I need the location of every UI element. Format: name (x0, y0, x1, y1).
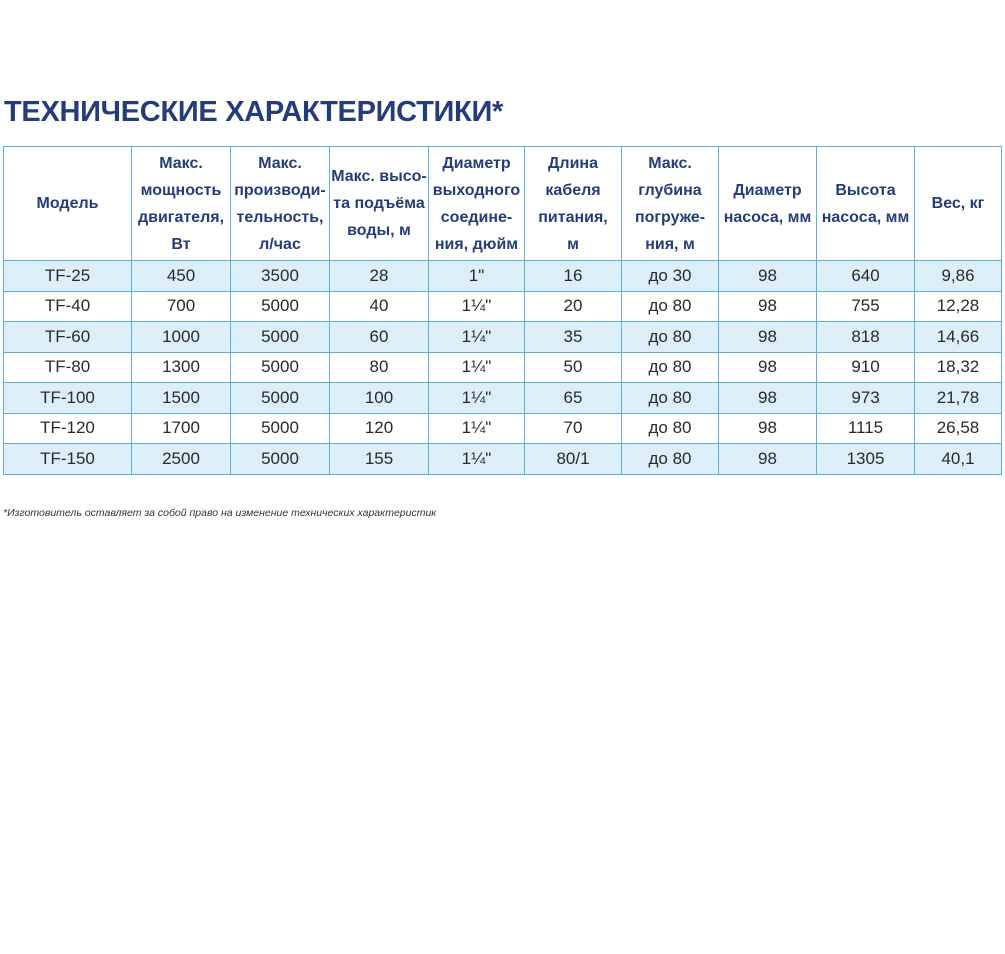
table-cell: 1500 (132, 383, 231, 414)
table-cell: 1¼" (429, 383, 525, 414)
table-cell: 155 (330, 444, 429, 475)
table-cell: 1700 (132, 413, 231, 444)
table-cell: 3500 (231, 261, 330, 292)
table-cell: 98 (719, 352, 817, 383)
table-cell: до 30 (622, 261, 719, 292)
table-cell: 1115 (817, 413, 915, 444)
table-cell: 1¼" (429, 322, 525, 353)
table-cell: до 80 (622, 413, 719, 444)
table-cell: 65 (525, 383, 622, 414)
specifications-table (3, 146, 1002, 475)
column-header-pump-diameter: Диаметр насоса, мм (719, 147, 817, 261)
table-cell: 98 (719, 444, 817, 475)
table-cell: до 80 (622, 444, 719, 475)
table-cell: 5000 (231, 444, 330, 475)
footnote: *Изготовитель оставляет за собой право на изменение технических характеристик (3, 507, 437, 519)
table-cell: 818 (817, 322, 915, 353)
table-cell: 12,28 (915, 291, 1002, 322)
table-cell: TF-40 (4, 291, 132, 322)
table-cell: 50 (525, 352, 622, 383)
table-cell: TF-150 (4, 444, 132, 475)
table-cell: TF-120 (4, 413, 132, 444)
table-cell: 1¼" (429, 291, 525, 322)
table-cell: 1305 (817, 444, 915, 475)
table-cell: 5000 (231, 352, 330, 383)
table-cell: TF-100 (4, 383, 132, 414)
table-cell: 700 (132, 291, 231, 322)
table-row (4, 444, 1002, 475)
table-cell: до 80 (622, 352, 719, 383)
table-cell: 60 (330, 322, 429, 353)
table-cell: до 80 (622, 291, 719, 322)
table-cell: 5000 (231, 291, 330, 322)
table-cell: 98 (719, 413, 817, 444)
table-row (4, 413, 1002, 444)
table-cell: до 80 (622, 322, 719, 353)
table-cell: 80 (330, 352, 429, 383)
page-title: ТЕХНИЧЕСКИЕ ХАРАКТЕРИСТИКИ* (4, 96, 503, 128)
table-cell: 98 (719, 291, 817, 322)
table-cell: 40 (330, 291, 429, 322)
table-cell: 1300 (132, 352, 231, 383)
table-header-row (4, 147, 1002, 261)
table-cell: 2500 (132, 444, 231, 475)
table-row (4, 261, 1002, 292)
table-cell: 16 (525, 261, 622, 292)
column-header-immersion-depth: Макс. глубина погруже- ния, м (622, 147, 719, 261)
column-header-model: Модель (4, 147, 132, 261)
table-cell: 98 (719, 383, 817, 414)
table-cell: 18,32 (915, 352, 1002, 383)
table-cell: 755 (817, 291, 915, 322)
column-header-capacity: Макс. производи- тельность, л/час (231, 147, 330, 261)
column-header-lift-height: Макс. высо- та подъёма воды, м (330, 147, 429, 261)
table-row (4, 291, 1002, 322)
table-cell: 40,1 (915, 444, 1002, 475)
table-cell: до 80 (622, 383, 719, 414)
table-cell: 98 (719, 261, 817, 292)
column-header-cable-length: Длина кабеля питания, м (525, 147, 622, 261)
table-cell: 9,86 (915, 261, 1002, 292)
table-cell: 5000 (231, 322, 330, 353)
table-cell: 21,78 (915, 383, 1002, 414)
table-cell: 1¼" (429, 444, 525, 475)
table-cell: 1¼" (429, 413, 525, 444)
table-cell: 1¼" (429, 352, 525, 383)
table-cell: 14,66 (915, 322, 1002, 353)
table-cell: 973 (817, 383, 915, 414)
column-header-motor-power: Макс. мощность двигателя, Вт (132, 147, 231, 261)
table-cell: 1000 (132, 322, 231, 353)
table-cell: 910 (817, 352, 915, 383)
column-header-weight: Вес, кг (915, 147, 1002, 261)
table-cell: 1" (429, 261, 525, 292)
table-cell: 5000 (231, 413, 330, 444)
table-cell: TF-25 (4, 261, 132, 292)
column-header-outlet-diameter: Диаметр выходного соедине- ния, дюйм (429, 147, 525, 261)
table-cell: 120 (330, 413, 429, 444)
table-cell: 20 (525, 291, 622, 322)
table-row (4, 322, 1002, 353)
table-cell: 35 (525, 322, 622, 353)
table-cell: TF-60 (4, 322, 132, 353)
table-cell: 28 (330, 261, 429, 292)
table-cell: 70 (525, 413, 622, 444)
table-cell: 100 (330, 383, 429, 414)
table-row (4, 383, 1002, 414)
table-cell: 450 (132, 261, 231, 292)
table-cell: 26,58 (915, 413, 1002, 444)
column-header-pump-height: Высота насоса, мм (817, 147, 915, 261)
table-cell: 640 (817, 261, 915, 292)
table-cell: 5000 (231, 383, 330, 414)
table-cell: 98 (719, 322, 817, 353)
table-cell: TF-80 (4, 352, 132, 383)
table-row (4, 352, 1002, 383)
table-cell: 80/1 (525, 444, 622, 475)
